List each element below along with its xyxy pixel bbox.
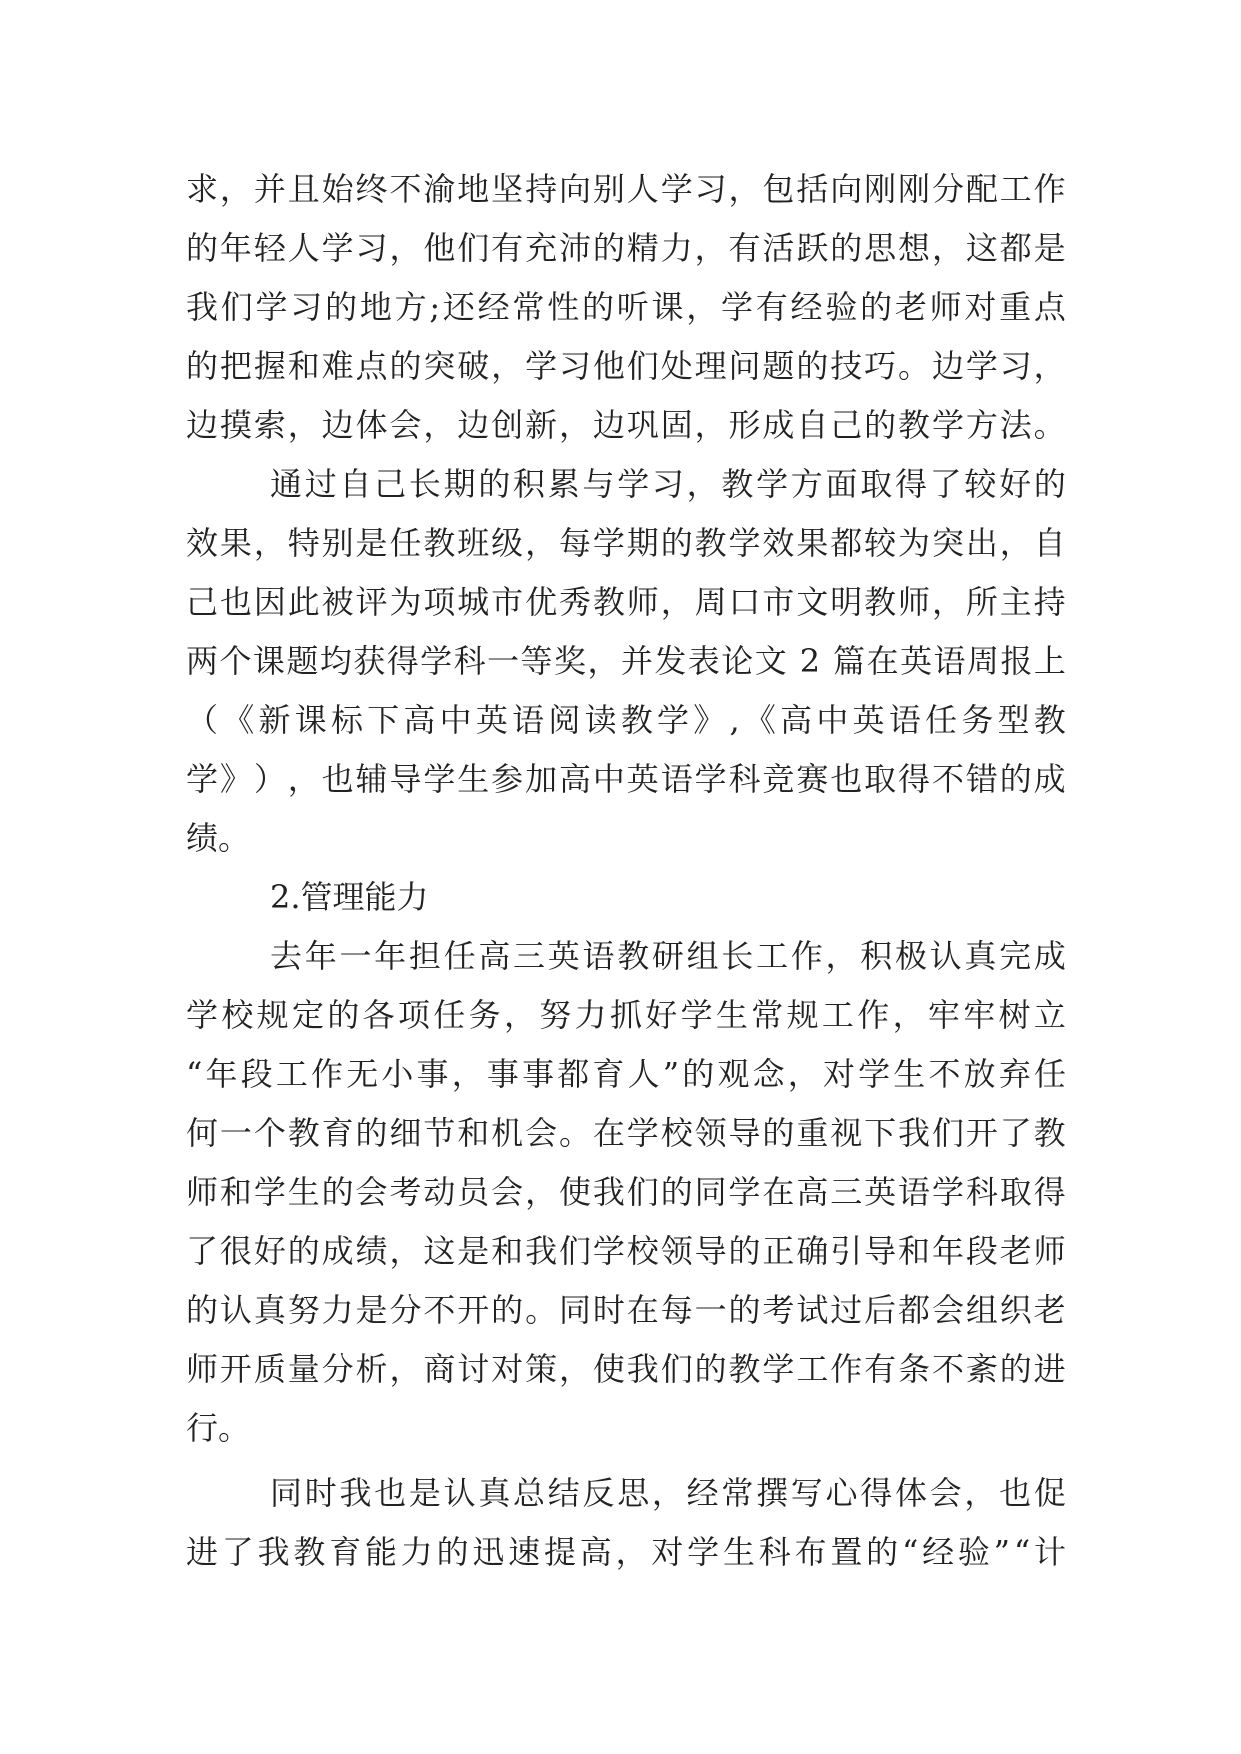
text-line: 两 个 课 题 均 获 得 学 科 一 等 奖 ， 并 发 表 论 文 2 篇 在 英 语 周 报 上 xyxy=(186,642,1066,680)
text-line: 的 认 真 努 力 是 分 不 开 的 。 同 时 在 每 一 的 考 试 过 后 都 会 组 织 老 xyxy=(186,1291,1066,1329)
text-line: 我 们 学 习 的 地 方 ; 还 经 常 性 的 听 课 ， 学 有 经 验 的 老 师 对 重 点 xyxy=(186,288,1066,326)
text-line: 去 年 一 年 担 任 高 三 英 语 教 研 组 长 工 作 ， 积 极 认 真 完 成 xyxy=(270,937,1066,975)
text-line: 师 和 学 生 的 会 考 动 员 会 ， 使 我 们 的 同 学 在 高 三 英 语 学 科 取 得 xyxy=(186,1173,1066,1211)
text-line: 效 果 ， 特 别 是 任 教 班 级 ， 每 学 期 的 教 学 效 果 都 较 为 突 出 ， 自 xyxy=(186,524,1066,562)
text-line: 边 摸 索 ， 边 体 会 ， 边 创 新 ， 边 巩 固 ， 形 成 自 己 的 教 学 方 法 。 xyxy=(186,406,1066,444)
text-line: 了 很 好 的 成 绩 ， 这 是 和 我 们 学 校 领 导 的 正 确 引 导 和 年 段 老 师 xyxy=(186,1232,1066,1270)
text-line: 行。 xyxy=(186,1409,251,1447)
text-line: 己 也 因 此 被 评 为 项 城 市 优 秀 教 师 ， 周 口 市 文 明 教 师 ， 所 主 持 xyxy=(186,583,1066,621)
text-line: 求 ， 并 且 始 终 不 渝 地 坚 持 向 别 人 学 习 ， 包 括 向 刚 刚 分 配 工 作 xyxy=(186,170,1066,208)
text-line: “ 年 段 工 作 无 小 事 ， 事 事 都 育 人 ” 的 观 念 ， 对 学 生 不 放 弃 任 xyxy=(186,1055,1066,1093)
text-line: 师 开 质 量 分 析 ， 商 讨 对 策 ， 使 我 们 的 教 学 工 作 有 条 不 紊 的 进 xyxy=(186,1350,1066,1388)
text-line: 的 年 轻 人 学 习 ， 他 们 有 充 沛 的 精 力 ， 有 活 跃 的 思 想 ， 这 都 是 xyxy=(186,229,1066,267)
text-line: 进 了 我 教 育 能 力 的 迅 速 提 高 ， 对 学 生 科 布 置 的 “ 经 验 ” “ 计 xyxy=(186,1533,1066,1571)
text-line: 同 时 我 也 是 认 真 总 结 反 思 ， 经 常 撰 写 心 得 体 会 ， 也 促 xyxy=(270,1474,1066,1512)
text-line: 学 校 规 定 的 各 项 任 务 ， 努 力 抓 好 学 生 常 规 工 作 ， 牢 牢 树 立 xyxy=(186,996,1066,1034)
text-line: 通 过 自 己 长 期 的 积 累 与 学 习 ， 教 学 方 面 取 得 了 较 好 的 xyxy=(270,465,1066,503)
text-line: 的 把 握 和 难 点 的 突 破 ， 学 习 他 们 处 理 问 题 的 技 巧 。 边 学 习 ， xyxy=(186,347,1066,385)
text-line: 绩。 xyxy=(186,819,251,857)
document-body xyxy=(186,160,1066,1582)
text-line: 2.管理能力 xyxy=(270,878,429,916)
text-line: （ 《 新 课 标 下 高 中 英 语 阅 读 教 学 》 , 《 高 中 英 语 任 务 型 教 xyxy=(186,701,1066,739)
text-line: 学 》 ） ， 也 辅 导 学 生 参 加 高 中 英 语 学 科 竞 赛 也 取 得 不 错 的 成 xyxy=(186,760,1066,798)
text-line: 何 一 个 教 育 的 细 节 和 机 会 。 在 学 校 领 导 的 重 视 下 我 们 开 了 教 xyxy=(186,1114,1066,1152)
